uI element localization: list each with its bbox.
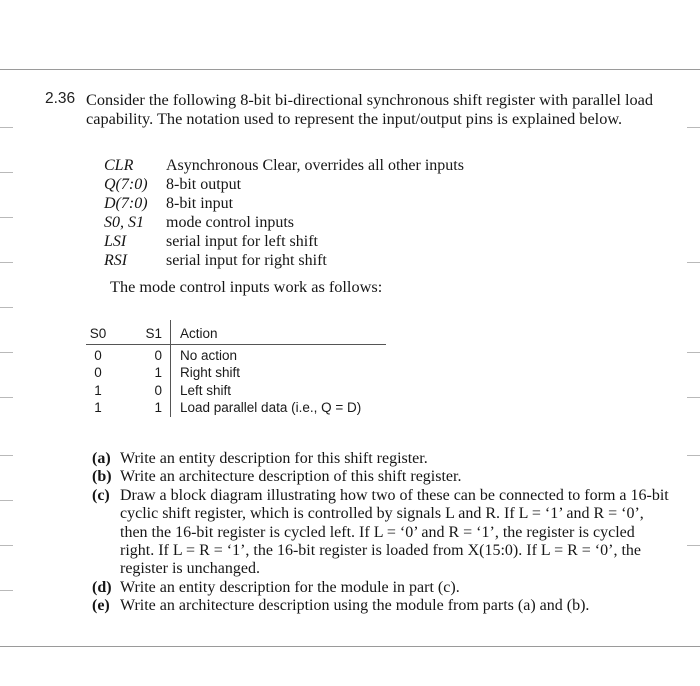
table-row: [86, 347, 361, 365]
bottom-divider: [0, 646, 700, 647]
part-text: Write an entity description for the module in part (c).: [120, 578, 460, 596]
question-parts: [92, 450, 672, 616]
margin-tick: [687, 352, 700, 353]
table-column-rule: [170, 320, 171, 417]
margin-tick: [687, 127, 700, 128]
part-a: [92, 450, 672, 468]
margin-tick: [687, 262, 700, 263]
margin-tick: [0, 590, 13, 591]
margin-tick: [0, 217, 13, 218]
pin-description: 8-bit output: [166, 176, 242, 193]
pin-description: 8-bit input: [166, 195, 234, 212]
mode-intro: The mode control inputs work as follows:: [110, 277, 383, 296]
part-text: Write an architecture description of this shift register.: [120, 468, 462, 486]
margin-tick: [0, 397, 13, 398]
margin-tick: [0, 500, 13, 501]
part-label: (b): [92, 468, 112, 486]
cell-action: Left shift: [180, 382, 232, 398]
margin-tick: [0, 307, 13, 308]
cell-action: Right shift: [180, 365, 241, 381]
pin-row: [104, 156, 464, 175]
table-row: [86, 364, 361, 382]
pin-row: [104, 175, 464, 194]
table-row: [86, 399, 361, 417]
pin-row: [104, 251, 464, 270]
part-label: (a): [92, 450, 111, 467]
part-e: [92, 597, 672, 615]
margin-tick: [0, 352, 13, 353]
part-text: Draw a block diagram illustrating how two of these can be connected to form a 16-bit cyclic shift register, which is controlled by signals L and R. If L = ‘1’ and R = ‘0’, then the 16-bit register is cycled left. If L = ‘0’ and R = ‘1’, the register is cycled right. If L = R = ‘1’, the 16-bit register is loaded from X(15:0). If L = R = ‘0’, the register is unchanged.: [120, 486, 669, 578]
part-b: [92, 468, 672, 486]
cell-s0: 1: [94, 382, 102, 398]
pin-list: [104, 156, 464, 270]
margin-tick: [687, 545, 700, 546]
pin-description: serial input for right shift: [166, 252, 327, 269]
problem-number: 2.36: [45, 90, 76, 107]
pin-description: serial input for left shift: [166, 233, 318, 250]
pin-row: [104, 194, 464, 213]
cell-s0: 0: [94, 347, 102, 363]
table-header-rule: [86, 344, 386, 345]
cell-s1: 0: [154, 382, 162, 398]
cell-s1: 1: [154, 365, 162, 381]
part-d: [92, 579, 672, 597]
cell-s1: 0: [154, 347, 162, 363]
margin-tick: [0, 545, 13, 546]
cell-action: No action: [180, 347, 238, 363]
pin-description: Asynchronous Clear, overrides all other inputs: [166, 157, 464, 174]
cell-s0: 1: [94, 400, 102, 416]
pin-row: [104, 213, 464, 232]
cell-action: Load parallel data (i.e., Q = D): [180, 400, 362, 416]
pin-row: [104, 232, 464, 251]
margin-tick: [687, 397, 700, 398]
header-s0: S0: [89, 326, 107, 342]
margin-tick: [0, 262, 13, 263]
margin-tick: [0, 455, 13, 456]
cell-s1: 1: [154, 400, 162, 416]
part-text: Write an entity description for this shift register.: [120, 450, 428, 467]
mode-table: [86, 325, 361, 417]
part-label: (d): [92, 578, 112, 596]
part-label: (e): [92, 597, 110, 615]
pin-name: Q(7:0): [104, 176, 148, 193]
pin-name: LSI: [104, 233, 127, 250]
margin-tick: [687, 455, 700, 456]
table-row: [86, 382, 361, 400]
header-action: Action: [180, 326, 218, 342]
pin-description: mode control inputs: [166, 214, 294, 231]
part-c: [92, 487, 672, 579]
margin-tick: [0, 172, 13, 173]
top-divider: [0, 69, 700, 70]
table-header: [86, 325, 361, 343]
part-text: Write an architecture description using the module from parts (a) and (b).: [120, 597, 590, 615]
header-s1: S1: [145, 326, 162, 342]
cell-s0: 0: [94, 365, 102, 381]
part-label: (c): [92, 486, 110, 504]
problem-intro: Consider the following 8-bit bi-directional synchronous shift register with parallel load capability. The notation used to represent the input/output pins is explained below.: [86, 90, 654, 128]
pin-name: D(7:0): [104, 195, 148, 212]
pin-name: S0, S1: [104, 214, 144, 231]
pin-name: RSI: [104, 252, 128, 269]
pin-name: CLR: [104, 157, 134, 174]
margin-tick: [0, 127, 13, 128]
